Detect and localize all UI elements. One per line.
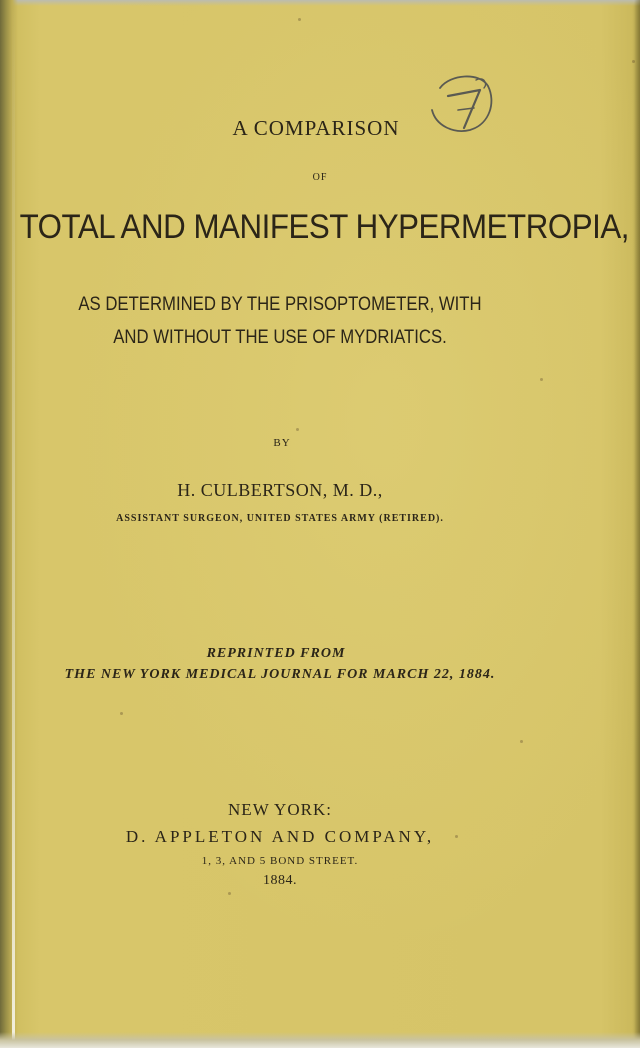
subtitle-line-2: AND WITHOUT THE USE OF MYDRIATICS. [113,327,447,348]
bottom-edge [0,1032,640,1048]
title-line-1: A COMPARISON [232,116,400,140]
book-spine [0,0,18,1048]
subtitle-line-1: AS DETERMINED BY THE PRISOPTOMETER, WITH [78,294,482,315]
top-edge [0,0,640,6]
main-title: TOTAL AND MANIFEST HYPERMETROPIA, [19,208,629,246]
author-name: H. CULBERTSON, M. D., [177,480,383,500]
imprint-address: 1, 3, AND 5 BOND STREET. [201,855,359,867]
reprinted-from: REPRINTED FROM [206,646,346,661]
imprint-publisher: D. APPLETON AND COMPANY, [125,827,435,846]
handwritten-circled-number-icon [418,66,498,146]
by-label: BY [273,437,291,449]
right-edge [634,0,640,1048]
imprint-year: 1884. [263,873,297,888]
author-position: ASSISTANT SURGEON, UNITED STATES ARMY (RETIRED). [116,513,444,524]
spine-edge [12,0,15,1048]
title-of: OF [312,172,328,183]
imprint-place: NEW YORK: [228,800,332,819]
journal-citation: THE NEW YORK MEDICAL JOURNAL FOR MARCH 22, 1884. [64,667,496,682]
